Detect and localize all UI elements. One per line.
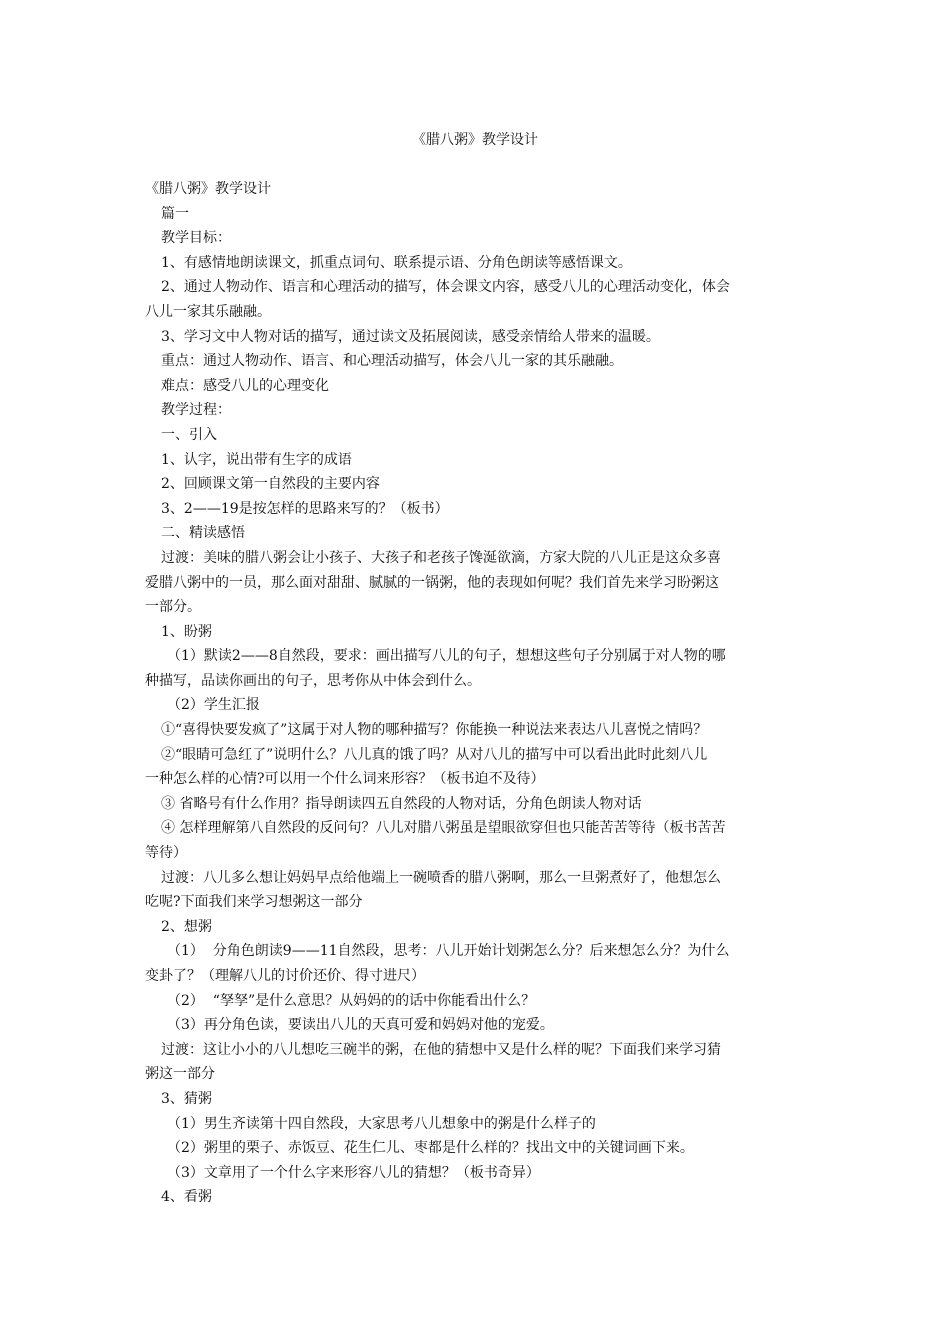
text-line: 重点：通过人物动作、语言、和心理活动描写，体会八儿一家的其乐融融。 <box>161 353 623 370</box>
text-line: 变卦了？（理解八儿的讨价还价、得寸进尺） <box>145 968 425 984</box>
text-line: （1）男生齐读第十四自然段，大家思考八儿想象中的粥是什么样子的 <box>167 1115 596 1132</box>
text-line: 吃呢?下面我们来学习想粥这一部分 <box>145 894 363 911</box>
text-line: 3、猜粥 <box>161 1090 212 1107</box>
text-line: （2）学生汇报 <box>167 697 260 714</box>
text-line: 4、看粥 <box>161 1189 212 1206</box>
text-line: ③ 省略号有什么作用？指导朗读四五自然段的人物对话，分角色朗读人物对话 <box>161 795 642 812</box>
text-line: （1） 分角色朗读9——11自然段，思考：八儿开始计划粥怎么分？后来想怎么分？为什么 <box>167 943 730 960</box>
text-line: 2、想粥 <box>161 918 212 935</box>
text-line: 难点：感受八儿的心理变化 <box>161 377 329 394</box>
text-line: 粥这一部分 <box>145 1066 215 1083</box>
text-line: 过渡：八儿多么想让妈妈早点给他端上一碗喷香的腊八粥啊，那么一旦粥煮好了，他想怎么 <box>161 869 721 886</box>
text-line: ②“眼睛可急红了”说明什么？八儿真的饿了吗？从对八儿的描写中可以看出此时此刻八儿 <box>161 746 708 763</box>
text-line: 篇一 <box>161 205 189 222</box>
text-line: 2、通过人物动作、语言和心理活动的描写，体会课文内容，感受八儿的心理活动变化，体会 <box>161 279 730 296</box>
text-line: 过渡：美味的腊八粥会让小孩子、大孩子和老孩子馋涎欲滴，方家大院的八儿正是这众多喜 <box>161 549 721 566</box>
text-line: 爱腊八粥中的一员，那么面对甜甜、腻腻的一锅粥，他的表现如何呢？我们首先来学习盼粥这 <box>145 574 719 591</box>
text-line: 1、盼粥 <box>161 623 212 640</box>
text-line: 3、2——19是按怎样的思路来写的？（板书） <box>161 500 449 517</box>
text-line: 一种怎么样的心情?可以用一个什么词来形容？（板书迫不及待） <box>145 771 545 788</box>
text-line: ④ 怎样理解第八自然段的反问句？八儿对腊八粥虽是望眼欲穿但也只能苦苦等待（板书苦苦 <box>161 820 726 837</box>
text-line: 一、引入 <box>161 426 217 443</box>
text-line: （3）再分角色读，要读出八儿的天真可爱和妈妈对他的宠爱。 <box>167 1017 554 1034</box>
text-line: 种描写，品读你画出的句子，思考你从中体会到什么。 <box>145 672 481 689</box>
document-body <box>145 177 810 1210</box>
text-line: 2、回顾课文第一自然段的主要内容 <box>161 476 380 493</box>
text-line: 1、有感情地朗读课文，抓重点词句、联系提示语、分角色朗读等感悟课文。 <box>161 254 632 271</box>
document-title: 《腊八粥》教学设计 <box>412 132 538 148</box>
text-line: （2）粥里的栗子、赤饭豆、花生仁儿、枣都是什么样的？找出文中的关键词画下来。 <box>167 1140 694 1157</box>
text-line: 过渡：这让小小的八儿想吃三碗半的粥，在他的猜想中又是什么样的呢？下面我们来学习猜 <box>161 1041 721 1058</box>
text-line: 教学目标： <box>161 230 231 247</box>
text-line: 《腊八粥》教学设计 <box>145 181 271 197</box>
text-line: 二、精读感悟 <box>161 525 245 542</box>
text-line: 1、认字，说出带有生字的成语 <box>161 451 352 468</box>
text-line: （1）默读2——8自然段，要求：画出描写八儿的句子，想想这些句子分别属于对人物的哪 <box>167 648 726 665</box>
text-line: 等待） <box>145 845 187 862</box>
text-line: 八儿一家其乐融融。 <box>145 303 271 320</box>
text-line: （3）文章用了一个什么字来形容八儿的猜想？（板书奇异） <box>167 1164 540 1181</box>
text-line: （2） “孥孥”是什么意思？从妈妈的的话中你能看出什么？ <box>167 992 536 1009</box>
text-line: 教学过程： <box>161 402 231 419</box>
text-line: 一部分。 <box>145 599 201 616</box>
text-line: 3、学习文中人物对话的描写，通过读文及拓展阅读，感受亲情给人带来的温暖。 <box>161 328 660 345</box>
text-line: ①“喜得快要发疯了”这属于对人物的哪种描写？你能换一种说法来表达八儿喜悦之情吗？ <box>161 722 708 739</box>
